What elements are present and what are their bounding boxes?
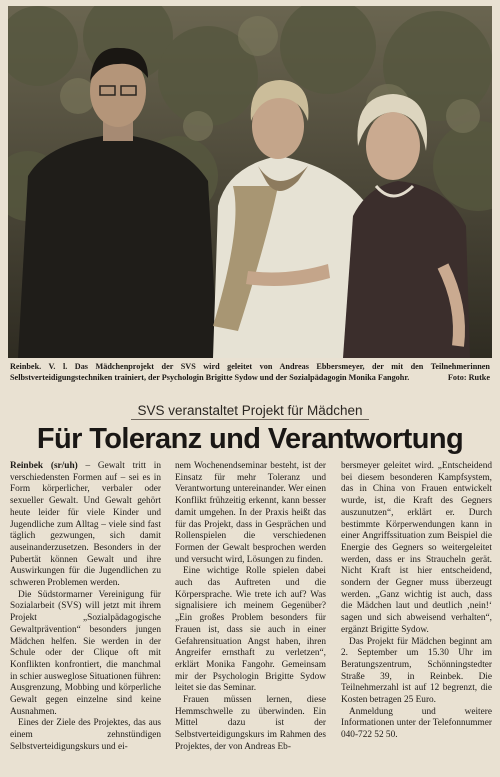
- article-photo: [8, 6, 492, 358]
- paragraph: Frauen müssen lernen, diese Hemmschwelle zu überwinden. Ein Mittel dazu ist der Selbstverteidigungskurs im Rahmen des Projektes, der von Andreas Eb-: [175, 695, 326, 752]
- paragraph: nem Wochenendseminar besteht, ist der Einsatz für mehr Toleranz und Verantwortung untereinander. Wer einen Konflikt frühzeitig erkennt, kann besser damit umgehen. In der Praxis heißt das für das Projekt, dass in Gesprächen und Rollenspielen die verschiedenen Formen der Gewalt besprochen werden und versucht wird, Lösungen zu finden.: [175, 461, 326, 565]
- paragraph: [10, 461, 161, 590]
- article-column-1: [10, 461, 161, 773]
- kicker-text: SVS veranstaltet Projekt für Mädchen: [131, 403, 368, 420]
- photo-credit: Foto: Rutke: [447, 372, 490, 382]
- paragraph: Das Projekt für Mädchen beginnt am 2. September um 15.30 Uhr im Beratungszentrum, Schönningstedter Straße 39, in Reinbek. Die Teilnehmerzahl ist auf 12 begrenzt, die Kosten betragen 25 Euro.: [341, 636, 492, 706]
- byline: Reinbek (sr/uh): [10, 461, 78, 471]
- paragraph: Eines der Ziele des Projektes, das aus einem zehnstündigen Selbstverteidigungskurs und ei-: [10, 718, 161, 752]
- article-column-3: [341, 461, 492, 773]
- photo-illustration: [8, 6, 492, 358]
- paragraph: Die Südstormarner Vereinigung für Sozialarbeit (SVS) will jetzt mit ihrem Projekt „Sozialpädagogische Gewaltprävention“ besonders jungen Mädchen helfen. Sie werden in der Schule oder der Clique oft mit Konflikten konfrontiert, die manchmal in schier ausweglose Situationen führen: Ausgrenzung, Mobbing und körperliche Gewalt gegen einzelne sind keine Ausnahmen.: [10, 589, 161, 717]
- paragraph-text: – Gewalt tritt in verschiedensten Formen auf – sei es in Form körperlicher, verbaler oder sexueller Gewalt. Und Gewalt gehört heute leider für viele Kinder und Jugendliche zum Alltag – viele sind fast täglich gezwungen, sich damit auseinanderzusetzen. Besonders in der Pubertät können Gewalt und ihre Auswirkungen für die Jugendlichen zu schweren Problemen werden.: [10, 461, 161, 589]
- caption-text: Reinbek. V. l. Das Mädchenprojekt der SVS wird geleitet von Andreas Ebbersmeyer, der mit den Teilnehmerinnen Selbstverteidigungstechniken trainiert, der Psychologin Brigitte Sydow und der Sozialpädagogin Monika Fangohr.: [10, 362, 490, 382]
- article-column-2: [175, 461, 326, 773]
- article-kicker: [0, 403, 500, 418]
- paragraph: Anmeldung und weitere Informationen unter der Telefonnummer 040-722 52 50.: [341, 706, 492, 741]
- article-headline: Für Toleranz und Verantwortung: [36, 423, 464, 455]
- photo-caption: [10, 362, 490, 383]
- paragraph: Eine wichtige Rolle spielen dabei auch das Auftreten und die Körpersprache. Wie trete ich auf? Was signalisiere ich meinem Gegenüber? „Ein großes Problem besonders für Frauen ist, dass sie auch in einer Gefahrensituation Angst haben, ihren Angreifer ernsthaft zu verletzen“, erklärt Monika Fangohr. Gemeinsam mir der Psychologin Brigitte Sydow leitet sie das Seminar.: [175, 566, 326, 694]
- paragraph: bersmeyer geleitet wird. „Entscheidend bei diesem besonderen Kampfsystem, das in China von Frauen entwickelt wurde, ist, die Kraft des Gegners auszunutzen“, erklärt er. Durch bestimmte Körperwendungen kann in einer Angriffssituation zum Beispiel die Energie des Gegners so weitergeleitet werden, dass er ins Straucheln gerät. Nicht Kraft ist hier entscheidend, sondern der Gegner muss überzeugt werden. „Ganz wichtig ist auch, dass die Mädchen laut und deutlich ‚nein!‘ sagen und sich abweisend verhalten“, ergänzt Brigitte Sydow.: [341, 461, 492, 635]
